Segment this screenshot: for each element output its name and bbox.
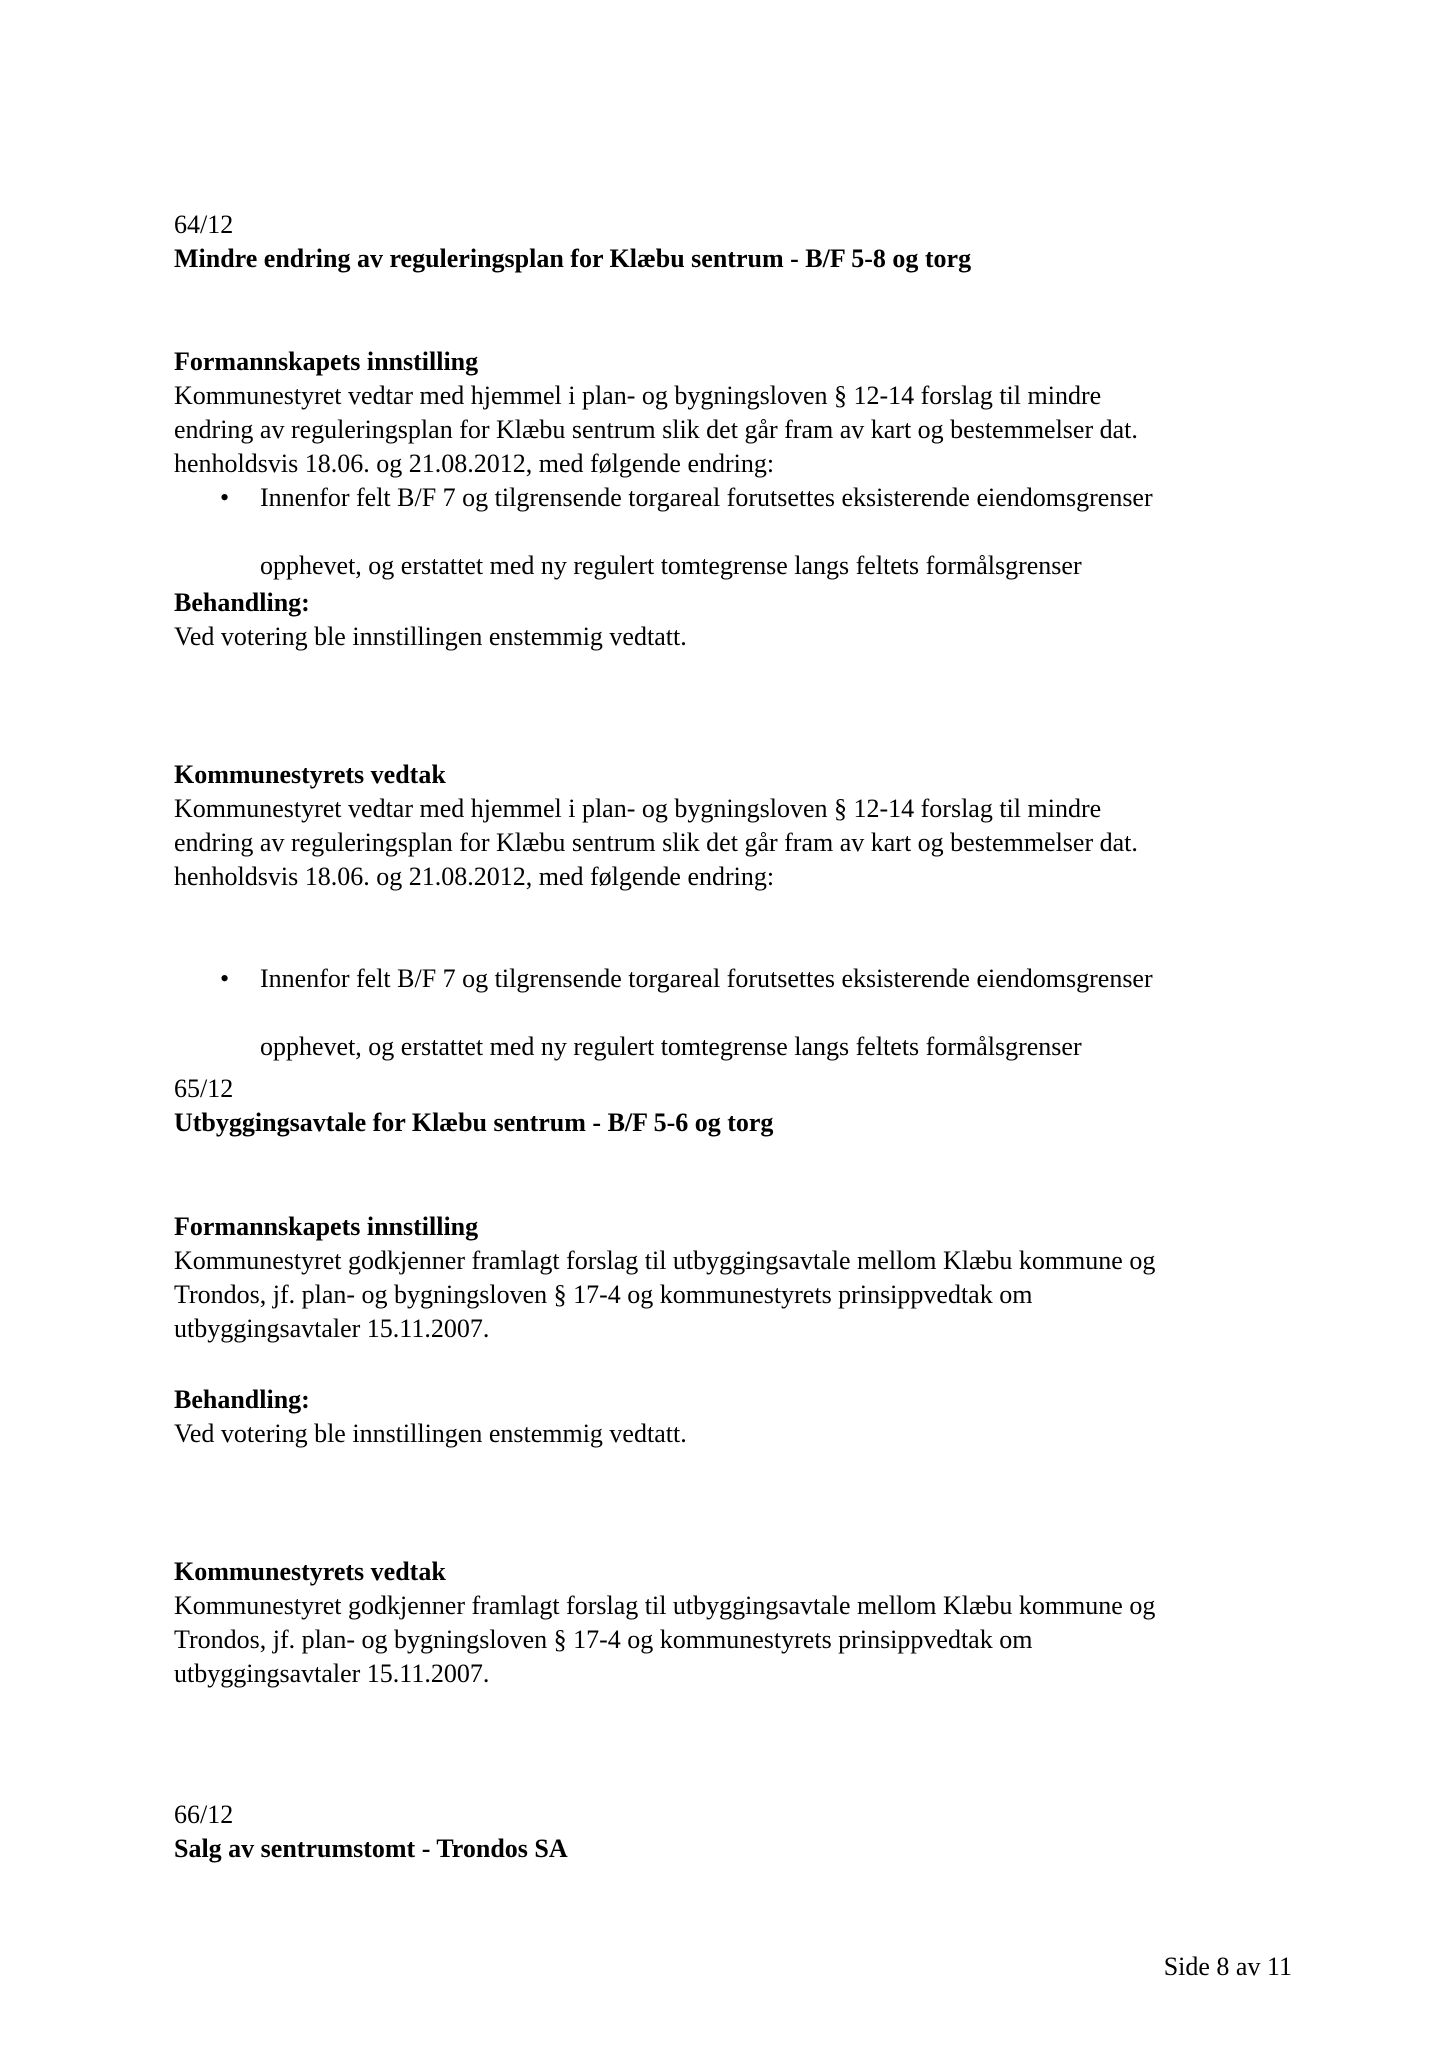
bullet-line: opphevet, og erstattet med ny regulert tomtegrense langs feltets formålsgrenser [260,551,1082,580]
decision-line: Kommunestyret vedtar med hjemmel i plan- og bygningsloven § 12-14 forslag til mindre [174,794,1102,823]
decision-line: Trondos, jf. plan- og bygningsloven § 17-4 og kommunestyrets prinsippvedtak om [174,1625,1033,1654]
recommendation-line: Kommunestyret vedtar med hjemmel i plan- og bygningsloven § 12-14 forslag til mindre [174,381,1102,410]
recommendation-heading: Formannskapets innstilling [174,347,479,376]
treatment-text: Ved votering ble innstillingen enstemmig vedtatt. [174,1419,687,1448]
recommendation-heading: Formannskapets innstilling [174,1212,479,1241]
case-title: Utbyggingsavtale for Klæbu sentrum - B/F 5-6 og torg [174,1108,774,1137]
bullet-item-continuation [174,549,1380,583]
bullet-item [174,962,1380,996]
bullet-item [174,481,1380,515]
case-number: 66/12 [174,1800,234,1829]
recommendation-line: Kommunestyret godkjenner framlagt forslag til utbyggingsavtale mellom Klæbu kommune og [174,1246,1156,1275]
recommendation-line: henholdsvis 18.06. og 21.08.2012, med følgende endring: [174,449,775,478]
bullet-line: opphevet, og erstattet med ny regulert tomtegrense langs feltets formålsgrenser [260,1032,1082,1061]
bullet-item-continuation [174,1030,1380,1064]
recommendation-line: utbyggingsavtaler 15.11.2007. [174,1314,490,1343]
case-number: 65/12 [174,1074,234,1103]
treatment-heading: Behandling: [174,588,310,617]
case-title: Salg av sentrumstomt - Trondos SA [174,1834,568,1863]
case-number: 64/12 [174,210,234,239]
decision-line: henholdsvis 18.06. og 21.08.2012, med følgende endring: [174,862,775,891]
bullet-icon: • [220,964,230,993]
recommendation-line: Trondos, jf. plan- og bygningsloven § 17-4 og kommunestyrets prinsippvedtak om [174,1280,1033,1309]
decision-line: endring av reguleringsplan for Klæbu sentrum slik det går fram av kart og bestemmelser dat. [174,828,1138,857]
document-page [174,0,1294,1863]
treatment-heading: Behandling: [174,1385,310,1414]
decision-line: utbyggingsavtaler 15.11.2007. [174,1659,490,1688]
treatment-text: Ved votering ble innstillingen enstemmig vedtatt. [174,622,687,651]
decision-heading: Kommunestyrets vedtak [174,760,446,789]
bullet-line: Innenfor felt B/F 7 og tilgrensende torgareal forutsettes eksisterende eiendomsgrenser [260,483,1153,512]
page-number: Side 8 av 11 [1163,1952,1292,1981]
recommendation-line: endring av reguleringsplan for Klæbu sentrum slik det går fram av kart og bestemmelser dat. [174,415,1138,444]
decision-line: Kommunestyret godkjenner framlagt forslag til utbyggingsavtale mellom Klæbu kommune og [174,1591,1156,1620]
bullet-line: Innenfor felt B/F 7 og tilgrensende torgareal forutsettes eksisterende eiendomsgrenser [260,964,1153,993]
decision-heading: Kommunestyrets vedtak [174,1557,446,1586]
case-title: Mindre endring av reguleringsplan for Klæbu sentrum - B/F 5-8 og torg [174,244,972,273]
bullet-icon: • [220,483,230,512]
